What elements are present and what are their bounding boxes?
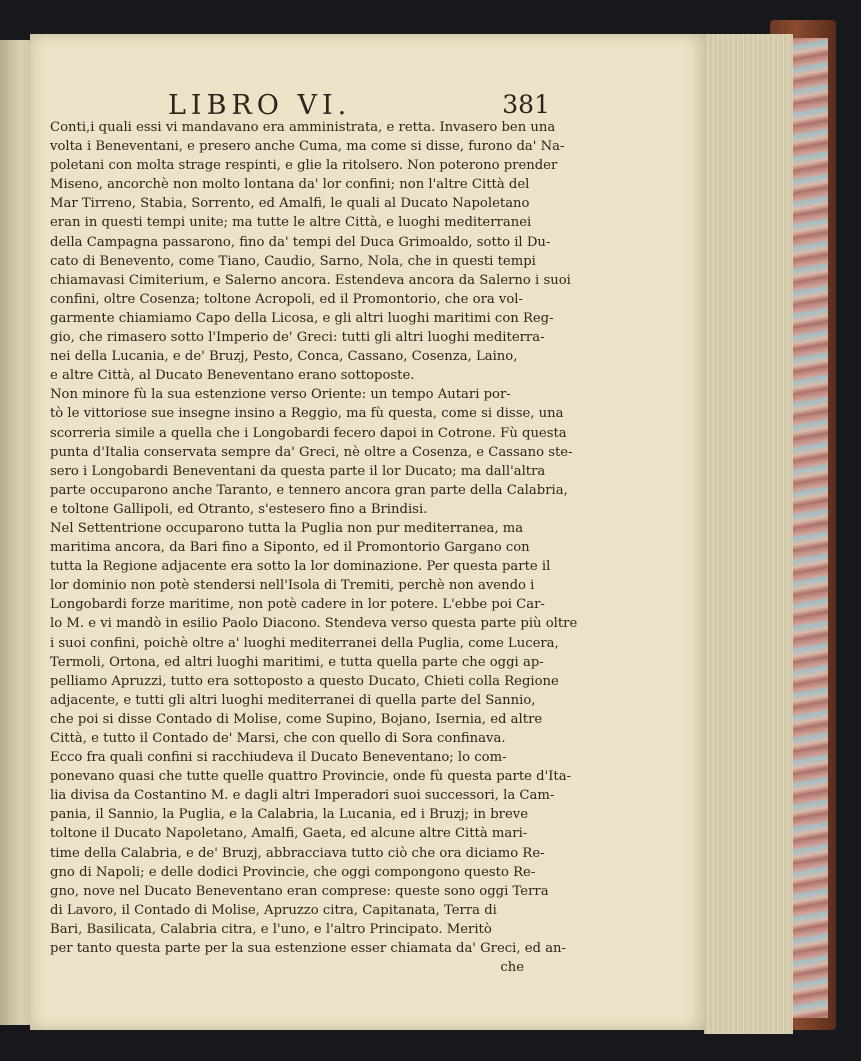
text-line: gno di Napoli; e delle dodici Provincie, che oggi compongono questo Re- <box>50 864 536 880</box>
text-line: eran in questi tempi unite; ma tutte le altre Città, e luoghi mediterranei <box>50 215 532 231</box>
text-line: scorreria simile a quella che i Longobardi fecero dapoi in Cotrone. Fù questa <box>50 425 567 441</box>
text-line: Conti,i quali essi vi mandavano era amministrata, e retta. Invasero ben una <box>50 120 556 135</box>
catchword: che <box>500 960 524 976</box>
marbled-edge <box>790 38 828 1018</box>
text-line: tutta la Regione adjacente era sotto la lor dominazione. Per questa parte il <box>50 559 551 575</box>
text-line: sero i Longobardi Beneventani da questa parte il lor Ducato; ma dall'altra <box>50 463 546 479</box>
previous-page-edge <box>0 40 34 1025</box>
text-line: che poi si disse Contado di Molise, come Supino, Bojano, Isernia, ed altre <box>50 711 543 727</box>
text-line: Non minore fù la sua estenzione verso Oriente: un tempo Autari por- <box>50 387 511 403</box>
text-line: garmente chiamiamo Capo della Licosa, e gli altri luoghi maritimi con Reg- <box>50 310 554 326</box>
page-number: 381 <box>502 90 550 119</box>
body-text <box>50 118 578 977</box>
text-line: gio, che rimasero sotto l'Imperio de' Greci: tutti gli altri luoghi mediterra- <box>50 330 545 346</box>
text-line: Bari, Basilicata, Calabria citra, e l'uno, e l'altro Principato. Meritò <box>50 921 492 937</box>
text-line: adjacente, e tutti gli altri luoghi mediterranei di quella parte del Sannio, <box>50 692 536 708</box>
text-line: gno, nove nel Ducato Beneventano eran comprese: queste sono oggi Terra <box>50 883 549 899</box>
page-block-edge <box>704 34 793 1034</box>
text-line: cato di Benevento, come Tiano, Caudio, Sarno, Nola, che in questi tempi <box>50 253 536 269</box>
text-line: Mar Tirreno, Stabia, Sorrento, ed Amalfi, le quali al Ducato Napoletano <box>50 196 530 212</box>
text-line: pania, il Sannio, la Puglia, e la Calabria, la Lucania, ed i Bruzj; in breve <box>50 807 529 823</box>
text-line: punta d'Italia conservata sempre da' Greci, nè oltre a Cosenza, e Cassano ste- <box>50 444 573 460</box>
text-line: di Lavoro, il Contado di Molise, Apruzzo citra, Capitanata, Terra di <box>50 902 497 918</box>
text-line: pelliamo Apruzzi, tutto era sottoposto a questo Ducato, Chieti colla Regione <box>50 673 559 689</box>
text-line: e altre Città, al Ducato Beneventano erano sottoposte. <box>50 368 415 384</box>
text-line: Termoli, Ortona, ed altri luoghi maritimi, e tutta quella parte che oggi ap- <box>50 654 544 670</box>
text-line: poletani con molta strage respinti, e glie la ritolsero. Non poterono prender <box>50 158 558 174</box>
text-line: time della Calabria, e de' Bruzj, abbracciava tutto ciò che ora diciamo Re- <box>50 845 545 861</box>
text-line: toltone il Ducato Napoletano, Amalfi, Gaeta, ed alcune altre Città mari- <box>50 826 528 842</box>
text-line: ponevano quasi che tutte quelle quattro Provincie, onde fù questa parte d'Ita- <box>50 769 572 785</box>
text-line: maritima ancora, da Bari fino a Siponto, ed il Promontorio Gargano con <box>50 540 530 556</box>
text-line: chiamavasi Cimiterium, e Salerno ancora. Estendeva ancora da Salerno i suoi <box>50 272 571 288</box>
text-line: volta i Beneventani, e presero anche Cuma, ma come si disse, furono da' Na- <box>50 139 565 155</box>
text-line: Nel Settentrione occuparono tutta la Puglia non pur mediterranea, ma <box>50 520 524 536</box>
text-line: e toltone Gallipoli, ed Otranto, s'estesero fino a Brindisi. <box>50 501 428 517</box>
text-line: confini, oltre Cosenza; toltone Acropoli, ed il Promontorio, che ora vol- <box>50 291 523 307</box>
text-line: della Campagna passarono, fino da' tempi del Duca Grimoaldo, sotto il Du- <box>50 234 551 250</box>
text-line: lor dominio non potè stendersi nell'Isola di Tremiti, perchè non avendo i <box>50 578 535 594</box>
text-line: Longobardi forze maritime, non potè cadere in lor potere. L'ebbe poi Car- <box>50 597 545 613</box>
text-line: i suoi confini, poichè oltre a' luoghi mediterranei della Puglia, come Lucera, <box>50 635 559 651</box>
running-title: LIBRO VI. <box>168 90 352 121</box>
text-line: Città, e tutto il Contado de' Marsi, che con quello di Sora confinava. <box>50 731 506 746</box>
text-line: nei della Lucania, e de' Bruzj, Pesto, Conca, Cassano, Cosenza, Laino, <box>50 349 518 365</box>
text-line: lia divisa da Costantino M. e dagli altri Imperadori suoi successori, la Cam- <box>50 788 555 804</box>
text-line: tò le vittoriose sue insegne insino a Reggio, ma fù questa, come si disse, una <box>50 406 564 422</box>
text-line: parte occuparono anche Taranto, e tennero ancora gran parte della Calabria, <box>50 482 568 498</box>
text-line: per tanto questa parte per la sua estenzione esser chiamata da' Greci, ed an- <box>50 941 567 957</box>
text-line: lo M. e vi mandò in esilio Paolo Diacono. Stendeva verso questa parte più oltre <box>50 616 578 632</box>
text-line: Ecco fra quali confini si racchiudeva il Ducato Beneventano; lo com- <box>50 750 507 766</box>
text-line: Miseno, ancorchè non molto lontana da' lor confini; non l'altre Città del <box>50 177 530 193</box>
